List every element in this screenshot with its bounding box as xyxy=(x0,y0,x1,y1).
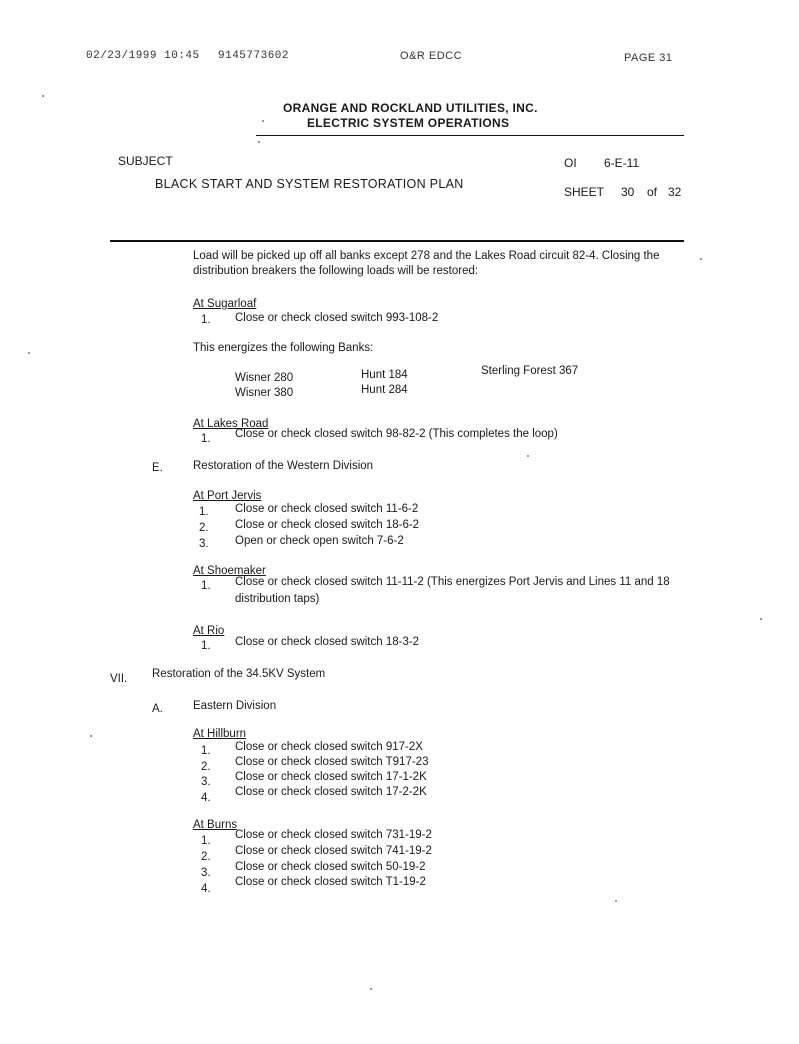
step-text: Close or check closed switch T917-23 xyxy=(235,756,429,768)
sheet-number: 30 xyxy=(621,185,635,199)
scan-speck xyxy=(42,95,44,97)
step-number: 1. xyxy=(201,433,211,445)
heading-lakes-road: At Lakes Road xyxy=(193,418,269,430)
heading-hillburn: At Hillburn xyxy=(193,728,247,740)
step-text: Close or check closed switch 17-1-2K xyxy=(235,771,427,783)
step-text: Close or check closed switch 18-3-2 xyxy=(235,636,420,648)
heading-burns: At Burns xyxy=(193,819,238,831)
step-text: Close or check closed switch 993-108-2 xyxy=(235,312,439,324)
fax-sender: O&R EDCC xyxy=(400,50,463,62)
step-number: 2. xyxy=(201,761,211,773)
section-title: Restoration of the Western Division xyxy=(193,460,374,472)
step-text: Close or check closed switch 17-2-2K xyxy=(235,786,427,798)
step-number: 1. xyxy=(201,745,211,757)
scan-speck xyxy=(760,618,762,620)
sheet-total: 32 xyxy=(668,185,682,199)
oi-number: 6-E-11 xyxy=(604,156,640,170)
letterhead-rule xyxy=(256,135,684,136)
sheet-label: SHEET xyxy=(564,185,605,199)
step-number: 4. xyxy=(201,792,211,804)
step-text: Close or check closed switch T1-19-2 xyxy=(235,876,426,888)
sheet-of: of xyxy=(647,185,658,199)
section-letter: A. xyxy=(152,703,163,715)
section-title: Restoration of the 34.5KV System xyxy=(152,668,326,680)
bank-item: Sterling Forest 367 xyxy=(481,365,579,377)
scan-speck xyxy=(28,352,30,354)
step-text: Close or check closed switch 731-19-2 xyxy=(235,829,432,841)
step-number: 3. xyxy=(199,538,209,550)
step-text: Close or check closed switch 50-19-2 xyxy=(235,861,426,873)
fax-phone: 9145773602 xyxy=(218,50,290,62)
bank-item: Wisner 380 xyxy=(235,387,294,399)
step-text-continuation: distribution taps) xyxy=(235,593,320,605)
bank-item: Hunt 284 xyxy=(361,384,408,396)
step-number: 4. xyxy=(201,883,211,895)
department-name: ELECTRIC SYSTEM OPERATIONS xyxy=(307,116,510,130)
step-number: 3. xyxy=(201,867,211,879)
scan-speck xyxy=(370,988,372,990)
step-text: Close or check closed switch 11-6-2 xyxy=(235,503,419,515)
bank-item: Wisner 280 xyxy=(235,372,294,384)
document-title: BLACK START AND SYSTEM RESTORATION PLAN xyxy=(155,177,464,191)
banks-intro: This energizes the following Banks: xyxy=(193,342,374,354)
step-number: 3. xyxy=(201,776,211,788)
section-numeral: VII. xyxy=(110,673,128,685)
section-letter: E. xyxy=(152,462,163,474)
step-number: 2. xyxy=(201,851,211,863)
heading-rio: At Rio xyxy=(193,625,225,637)
step-text: Close or check closed switch 11-11-2 (This energizes Port Jervis and Lines 11 and 18 xyxy=(235,576,670,588)
heading-port-jervis: At Port Jervis xyxy=(193,490,262,502)
subject-bottom-rule xyxy=(110,240,684,242)
fax-page: PAGE 31 xyxy=(624,52,673,64)
step-number: 1. xyxy=(201,835,211,847)
section-title: Eastern Division xyxy=(193,700,277,712)
oi-label: OI xyxy=(564,156,577,170)
step-text: Close or check closed switch 18-6-2 xyxy=(235,519,420,531)
heading-sugarloaf: At Sugarloaf xyxy=(193,298,257,310)
heading-shoemaker: At Shoemaker xyxy=(193,565,266,577)
step-text: Close or check closed switch 98-82-2 (This completes the loop) xyxy=(235,428,558,440)
step-number: 1. xyxy=(201,640,211,652)
scan-speck xyxy=(527,455,529,457)
step-number: 1. xyxy=(201,314,211,326)
step-number: 2. xyxy=(199,522,209,534)
company-name: ORANGE AND ROCKLAND UTILITIES, INC. xyxy=(283,101,538,115)
bank-item: Hunt 184 xyxy=(361,369,408,381)
scan-speck xyxy=(615,900,617,902)
step-number: 1. xyxy=(201,580,211,592)
subject-label: SUBJECT xyxy=(118,154,173,168)
scan-speck xyxy=(258,141,260,143)
intro-line-2: distribution breakers the following loads will be restored: xyxy=(193,265,479,277)
step-number: 1. xyxy=(199,506,209,518)
scan-speck xyxy=(90,735,92,737)
scan-speck xyxy=(262,120,264,122)
step-text: Close or check closed switch 741-19-2 xyxy=(235,845,432,857)
step-text: Open or check open switch 7-6-2 xyxy=(235,535,404,547)
fax-datetime: 02/23/1999 10:45 xyxy=(86,50,200,62)
scan-speck xyxy=(700,258,702,260)
intro-line-1: Load will be picked up off all banks except 278 and the Lakes Road circuit 82-4. Closing the xyxy=(193,250,660,262)
step-text: Close or check closed switch 917-2X xyxy=(235,741,423,753)
